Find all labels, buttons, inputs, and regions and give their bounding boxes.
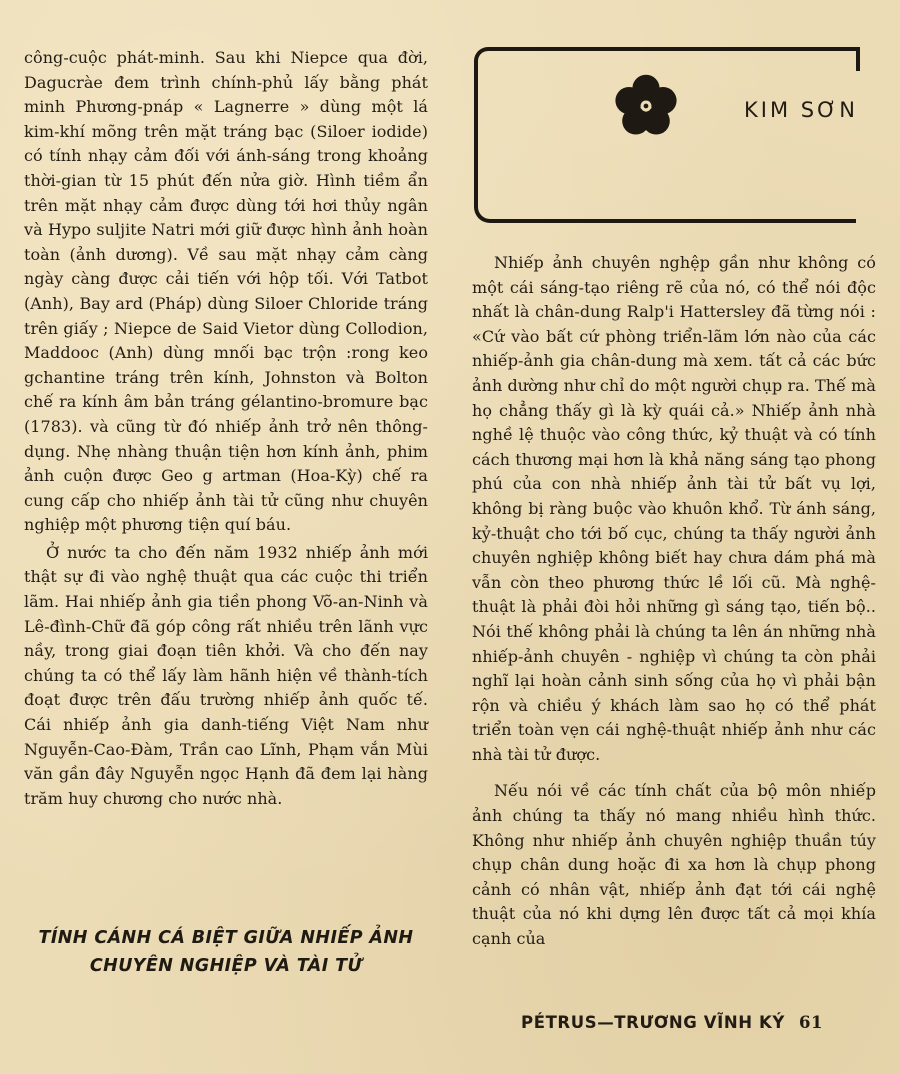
author-name: KIM SƠN bbox=[744, 98, 858, 122]
left-column bbox=[24, 46, 428, 811]
paragraph: Ở nước ta cho đến năm 1932 nhiếp ảnh mới thật sự đi vào nghệ thuật qua các cuộc thi triển lãm. Hai nhiếp ảnh gia tiền phong Võ-an-Ninh và Lê-đình-Chữ đã góp công rất nhiều trên lãnh vực nầy, trong giai đoạn tiên khởi. Và cho đến nay chúng ta có thể lấy làm hãnh hiện về thành-tích đoạt được trên đấu trường nhiếp ảnh quốc tế. Cái nhiếp ảnh gia danh-tiếng Việt Nam như Nguyễn-Cao-Đàm, Trần cao Lĩnh, Phạm vắn Mùi văn gần đây Nguyễn ngọc Hạnh đã đem lại hàng trăm huy chương cho nước nhà. bbox=[24, 542, 428, 808]
paragraph: công-cuộc phát-minh. Sau khi Niepce qua đời, Dagucràe đem trình chính-phủ lấy bằng phát minh Phương-pnáp « Lagnerre » dùng một lá kim-khí mõng trên mặt tráng bạc (Siloer iodide) có tính nhạy cảm đối với ánh-sáng trong khoảng thời-gian từ 15 phút đến nửa giờ. Hình tiềm ẩn trên mặt nhạy cảm được dùng tới hơi thủy ngân và Hypo suljite Natri mới giữ được hình ảnh hoàn toàn (ảnh dương). Về sau mặt nhạy cảm càng ngày càng được cải tiến với hộp tối. Với Tatbot (Anh), Bay ard (Pháp) dùng Siloer Chloride tráng trên giấy ; Niepce de Said Vietor dùng Collodion, Maddooc (Anh) dùng mnối bạc trộn :rong keo gchantine tráng trên kính, Johnston và Bolton chế ra kính âm bản tráng gélantino-bromure bạc (1783). và cũng từ đó nhiếp ảnh trở nên thông-dụng. Nhẹ nhàng thuận tiện hơn kính ảnh, phim ảnh cuộn được Geo g artman (Hoa-Kỳ) chế ra cung cấp cho nhiếp ảnh tài tử cũng như chuyên nghiệp một phương tiện quí báu. bbox=[24, 48, 428, 535]
section-heading-line: TÍNH CÁNH CÁ BIỆT GIỮA NHIẾP ẢNH bbox=[38, 928, 414, 948]
running-title: PÉTRUS—TRƯƠNG VĨNH KÝ bbox=[521, 1013, 785, 1032]
section-heading-line: CHUYÊN NGHIỆP VÀ TÀI TỬ bbox=[89, 956, 363, 976]
paragraph: Nhiếp ảnh chuyên nghệp gần như không có một cái sáng-tạo riêng rẽ của nó, có thể nói độc nhất là chân-dung Ralp'i Hattersley đã từng nói : «Cứ vào bất cứ phòng triển-lãm lớn nào của các nhiếp-ảnh gia chân-dung mà xem. tất cả các bức ảnh dường như chỉ do một người chụp ra. Thế mà họ chẳng thấy gì là kỳ quái cả.» Nhiếp ảnh nhà nghề lệ thuộc vào công thức, kỷ thuật và có tính cách thương mại hơn là khả năng sáng tạo phong phú của con nhà nhiếp ảnh tài tử bất vụ lợi, không bị ràng buộc vào khuôn khổ. Từ ánh sáng, kỷ-thuật cho tới bố cục, chúng ta thấy người ảnh chuyên nghiệp không biết hay chưa dám phá mà vẫn còn theo phương thức lề lối cũ. Mà nghệ-thuật là phải đòi hỏi những gì sáng tạo, tiến bộ.. Nói thế không phải là chúng ta lên án những nhà nhiếp-ảnh chuyên - nghiệp vì chúng ta còn phải nghĩ lại hoàn cảnh sinh sống của họ vì phải bận rộn và chiều ý khách làm sao họ có thể phát triển toàn vẹn cái nghệ-thuật nhiếp ảnh như các nhà tài tử được. bbox=[472, 253, 876, 764]
page-footer bbox=[521, 1013, 823, 1032]
section-heading bbox=[24, 924, 428, 980]
right-column bbox=[472, 251, 876, 952]
paragraph: Nếu nói về các tính chất của bộ môn nhiếp ảnh chúng ta thấy nó mang nhiều hình thức. Không như nhiếp ảnh chuyên nghiệp thuần túy chụp chân dung hoặc đi xa hơn là chụp phong cảnh có nhân vật, nhiếp ảnh đạt tới cái nghệ thuật của nó khi dựng lên được tất cả mọi khía cạnh của bbox=[472, 781, 876, 949]
page-number: 61 bbox=[798, 1013, 824, 1032]
flower-icon bbox=[612, 72, 680, 140]
